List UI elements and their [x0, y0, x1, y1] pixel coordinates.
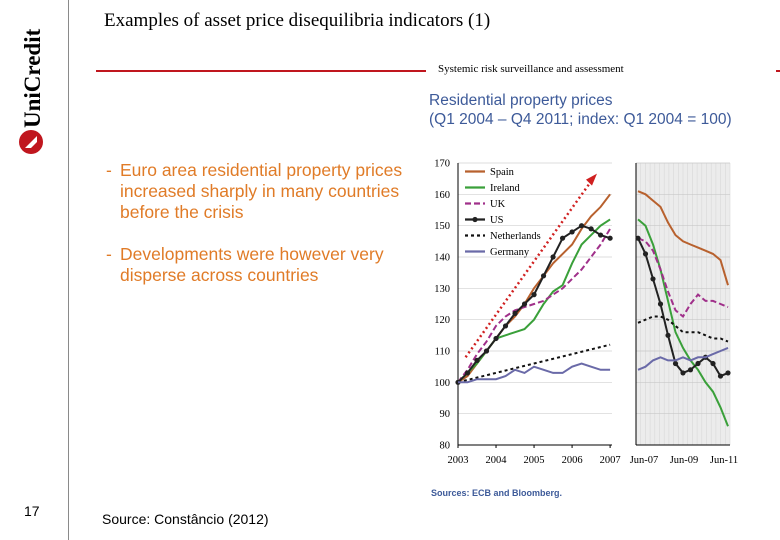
x-tick-label: 2005: [523, 455, 545, 466]
us-marker: [673, 361, 678, 366]
bullet-item: [106, 244, 406, 286]
legend-label: UK: [490, 199, 506, 210]
us-marker: [465, 370, 470, 375]
legend-label: Ireland: [490, 183, 520, 194]
us-marker: [588, 226, 593, 231]
unicredit-wordmark: UniCredit: [20, 28, 45, 128]
y-tick-label: 100: [434, 377, 450, 389]
us-marker: [650, 276, 655, 281]
us-marker: [560, 236, 565, 241]
x-tick-label: Jun-07: [629, 455, 659, 466]
bullet-dash: -: [106, 160, 112, 180]
title-rule-tick: [776, 70, 780, 72]
legend-label: Netherlands: [490, 231, 541, 242]
us-marker: [710, 361, 715, 366]
bullet-text: Developments were however very disperse across countries: [120, 244, 384, 285]
y-tick-label: 110: [434, 346, 450, 358]
y-tick-label: 150: [434, 221, 450, 233]
us-marker: [503, 323, 508, 328]
us-marker: [598, 232, 603, 237]
y-tick-label: 160: [434, 189, 450, 201]
section-label: Systemic risk surveillance and assessment: [438, 63, 624, 75]
slide-title: Examples of asset price disequilibria indicators (1): [104, 10, 491, 31]
legend-label: US: [490, 215, 504, 226]
page-number: 17: [24, 503, 40, 519]
us-marker: [695, 361, 700, 366]
chart-source: Sources: ECB and Bloomberg.: [431, 488, 563, 498]
y-tick-label: 120: [434, 315, 450, 327]
legend-label: Spain: [490, 167, 514, 178]
trend-arrow-icon: [466, 179, 593, 358]
us-marker: [658, 301, 663, 306]
x-tick-label: 2003: [447, 455, 469, 466]
us-marker: [665, 333, 670, 338]
us-marker: [718, 373, 723, 378]
y-tick-label: 170: [434, 158, 450, 170]
us-marker: [579, 223, 584, 228]
us-marker: [607, 236, 612, 241]
unicredit-logo: [16, 18, 46, 158]
x-tick-label: Jun-11: [709, 455, 739, 466]
us-marker: [493, 336, 498, 341]
bullet-text: Euro area residential property prices increased sharply in many countries before the crisis: [120, 160, 403, 222]
title-rule: [96, 70, 426, 72]
unicredit-symbol-icon: [19, 130, 43, 154]
bullet-item: [106, 160, 406, 223]
y-tick-label: 80: [439, 440, 450, 452]
slide-source: Source: Constâncio (2012): [102, 511, 269, 527]
us-marker: [688, 367, 693, 372]
us-marker: [680, 370, 685, 375]
us-marker: [474, 358, 479, 363]
us-marker: [512, 311, 517, 316]
bullet-dash: -: [106, 244, 112, 264]
bullet-list: [106, 160, 406, 307]
us-marker: [522, 301, 527, 306]
x-tick-label: Jun-09: [669, 455, 699, 466]
us-marker: [643, 251, 648, 256]
arrow-head-icon: [586, 174, 597, 186]
series-line-germany: [458, 364, 610, 383]
us-marker: [569, 229, 574, 234]
legend-label: Germany: [490, 247, 530, 258]
us-marker: [484, 348, 489, 353]
x-tick-label: 2007: [599, 455, 621, 466]
us-marker: [541, 273, 546, 278]
us-marker: [531, 292, 536, 297]
chart-title-line-1: Residential property prices: [429, 92, 613, 109]
property-price-chart: [400, 150, 750, 480]
legend-marker: [472, 217, 477, 222]
y-tick-label: 140: [434, 252, 450, 264]
chart-title-line-2: (Q1 2004 – Q4 2011; index: Q1 2004 = 100): [429, 111, 732, 128]
x-tick-label: 2006: [561, 455, 583, 466]
us-marker: [635, 236, 640, 241]
us-marker: [550, 254, 555, 259]
us-marker: [725, 370, 730, 375]
y-tick-label: 130: [434, 283, 450, 295]
y-tick-label: 90: [439, 409, 450, 421]
chart-title: [429, 91, 732, 129]
x-tick-label: 2004: [485, 455, 507, 466]
